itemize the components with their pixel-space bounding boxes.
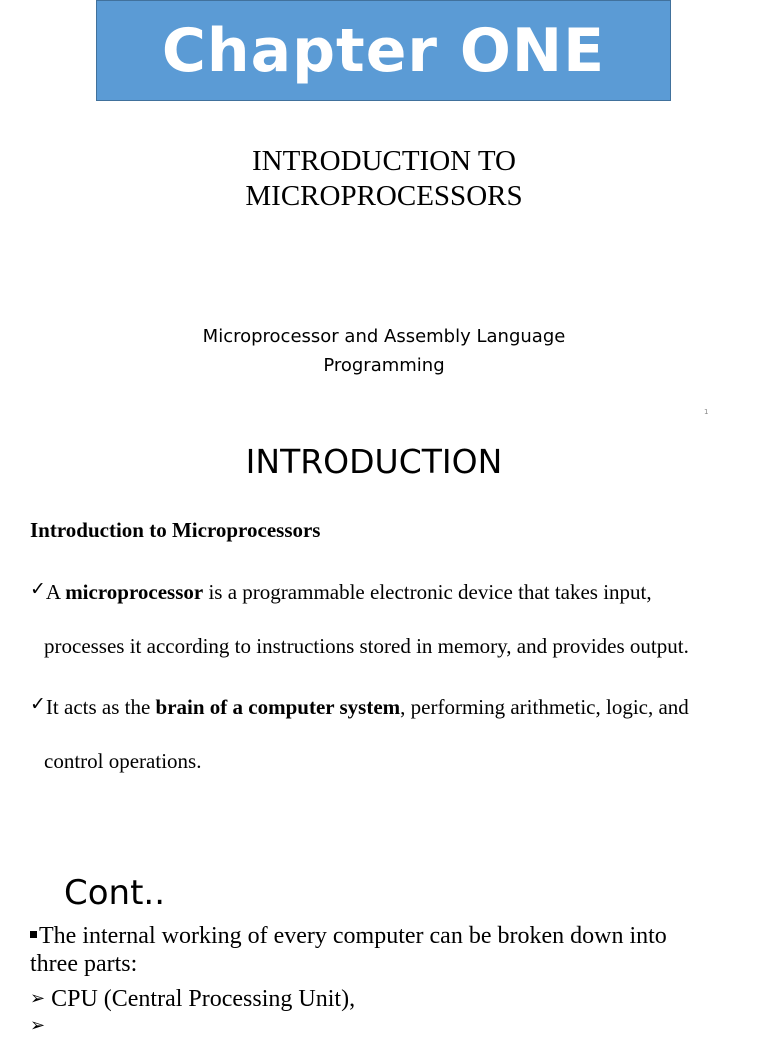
bullet-1-rest: is a programmable electronic device that takes input, — [203, 580, 652, 604]
subtitle-line-2: MICROPROCESSORS — [245, 180, 523, 212]
bullet-2-line-1 — [30, 695, 689, 720]
course-line-1: Microprocessor and Assembly Language — [202, 326, 566, 347]
course-name — [0, 322, 768, 380]
subtitle-line-1: INTRODUCTION TO — [252, 145, 516, 177]
intro-line-2: three parts: — [30, 951, 138, 977]
introduction-heading: INTRODUCTION — [245, 442, 503, 481]
course-line-2: Programming — [323, 355, 445, 376]
arrow-bullet-icon: ➢ — [30, 1015, 46, 1036]
bullet-1-bold: microprocessor — [65, 580, 204, 604]
title-banner — [96, 0, 671, 101]
bullet-1-prefix: A — [45, 580, 66, 604]
chapter-title: Chapter ONE — [161, 15, 606, 86]
page-number: 1 — [704, 408, 709, 416]
cont-heading: Cont.. — [64, 873, 166, 913]
bullet-2-bold: brain of a computer system — [155, 695, 401, 719]
checkmark-icon: ✓ — [30, 693, 46, 715]
bullet-1-line-2: processes it according to instructions stored in memory, and provides output. — [44, 634, 689, 658]
intro-line-1-text: The internal working of every computer can be broken down into — [39, 923, 667, 949]
list-item — [30, 985, 355, 1015]
bullet-2-line-2: control operations. — [44, 749, 202, 773]
chapter-subtitle — [0, 144, 768, 214]
bullet-2-rest: , performing arithmetic, logic, and — [400, 695, 689, 719]
bullet-1-line-1 — [30, 580, 652, 605]
intro-line-1 — [30, 922, 667, 950]
checkmark-icon: ✓ — [30, 578, 46, 600]
square-bullet-icon — [30, 931, 37, 938]
section-heading: Introduction to Microprocessors — [30, 518, 321, 542]
intro-paragraph — [30, 922, 667, 978]
list-item-text: CPU (Central Processing Unit), — [51, 986, 356, 1012]
bullet-2-prefix: It acts as the — [45, 695, 156, 719]
arrow-bullet-icon: ➢ — [30, 988, 46, 1009]
